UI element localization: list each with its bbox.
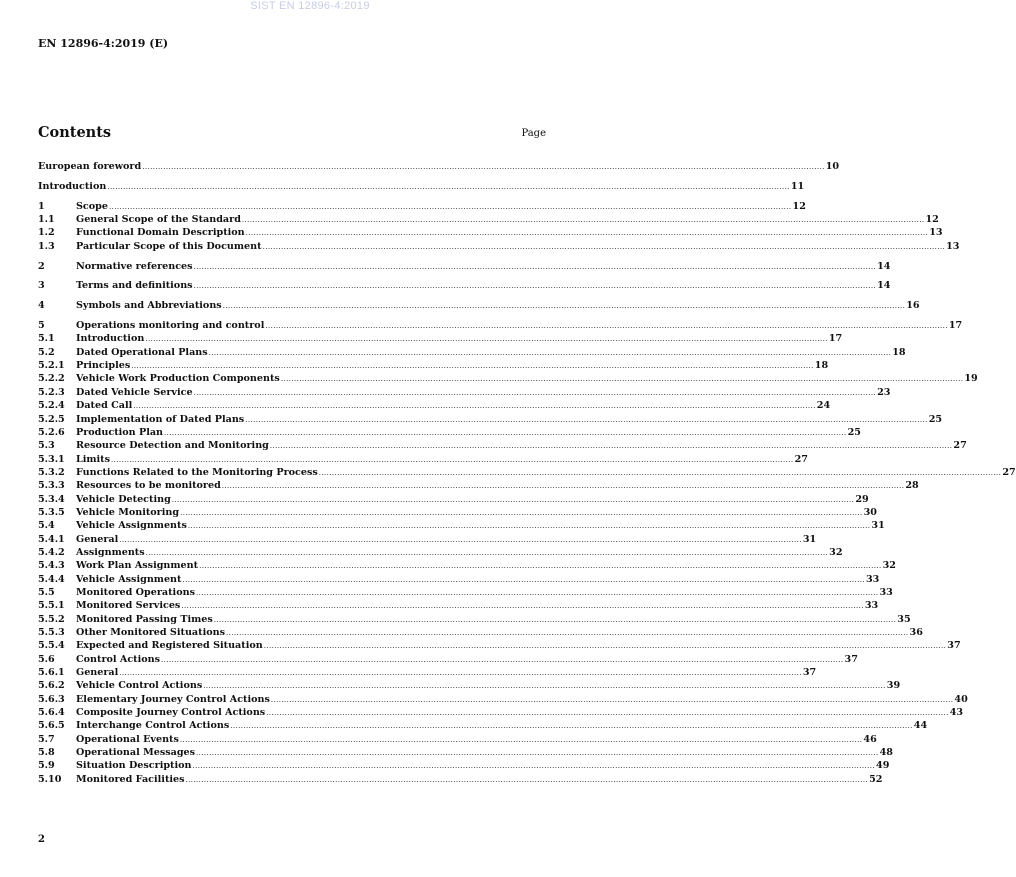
toc-dot-leader: .................................................................................................................................................................................................................................................................... bbox=[193, 388, 877, 397]
toc-entry-number: 5.4.2 bbox=[38, 546, 65, 558]
toc-entry-page: 32 bbox=[829, 546, 843, 558]
toc-entry-number: 1.3 bbox=[38, 240, 55, 252]
toc-dot-leader: .................................................................................................................................................................................................................................................................... bbox=[245, 229, 929, 238]
toc-entry-page: 18 bbox=[892, 346, 906, 358]
toc-dot-leader: .................................................................................................................................................................................................................................................................... bbox=[171, 495, 855, 504]
toc-dot-leader: .................................................................................................................................................................................................................................................................... bbox=[269, 442, 953, 451]
toc-entry-title: Implementation of Dated Plans bbox=[76, 413, 245, 425]
toc-entry-title: Vehicle Assignment bbox=[76, 573, 182, 585]
toc-entry-page: 33 bbox=[879, 586, 893, 598]
toc-entry-number: 5.5 bbox=[38, 586, 55, 598]
toc-entry-page: 27 bbox=[953, 440, 967, 452]
toc-dot-leader: .................................................................................................................................................................................................................................................................... bbox=[199, 562, 882, 571]
toc-entry-title: Situation Description bbox=[76, 760, 192, 772]
toc-entry-page: 37 bbox=[802, 667, 817, 679]
toc-entry-title: Composite Journey Control Actions bbox=[76, 707, 266, 719]
toc-entry-title: Operational Events bbox=[76, 733, 179, 745]
toc-entry-number: 5.2 bbox=[38, 346, 55, 358]
toc-entry-number: 2 bbox=[38, 260, 45, 272]
toc-entry-page: 27 bbox=[794, 453, 808, 465]
toc-entry[interactable] bbox=[38, 260, 891, 273]
toc-entry-number: 3 bbox=[38, 280, 45, 292]
toc-entry-title: Operations monitoring and control bbox=[76, 320, 265, 332]
toc-entry-title: Production Plan bbox=[76, 426, 164, 438]
toc-entry-number: 5.10 bbox=[38, 773, 62, 785]
toc-entry-title: Scope bbox=[76, 200, 108, 212]
toc-entry-page: 37 bbox=[844, 653, 858, 665]
toc-entry[interactable] bbox=[38, 679, 901, 692]
toc-entry[interactable] bbox=[38, 693, 968, 706]
toc-entry-page: 43 bbox=[949, 707, 964, 719]
page-number: 2 bbox=[38, 834, 45, 845]
toc-entry-title: Vehicle Control Actions bbox=[76, 680, 203, 692]
toc-entry-page: 12 bbox=[925, 214, 939, 226]
toc-dot-leader: .................................................................................................................................................................................................................................................................... bbox=[145, 548, 829, 557]
toc-dot-leader: .................................................................................................................................................................................................................................................................... bbox=[245, 415, 928, 424]
toc-entry-page: 17 bbox=[828, 333, 843, 345]
toc-entry[interactable] bbox=[38, 200, 806, 213]
toc-dot-leader: .................................................................................................................................................................................................................................................................... bbox=[221, 482, 905, 491]
toc-entry[interactable] bbox=[38, 706, 964, 719]
toc-entry-page: 35 bbox=[897, 613, 911, 625]
toc-entry[interactable] bbox=[38, 399, 831, 412]
toc-entry-number: 5.5.2 bbox=[38, 613, 65, 625]
toc-entry[interactable] bbox=[38, 586, 893, 599]
toc-entry[interactable] bbox=[38, 759, 890, 772]
toc-entry-page: 33 bbox=[865, 573, 880, 585]
toc-entry[interactable] bbox=[38, 466, 1016, 479]
toc-entry-title: Elementary Journey Control Actions bbox=[76, 693, 270, 705]
toc-entry[interactable] bbox=[38, 160, 840, 173]
toc-entry-page: 39 bbox=[886, 680, 901, 692]
toc-dot-leader: .................................................................................................................................................................................................................................................................... bbox=[119, 669, 802, 678]
toc-entry-number: 4 bbox=[38, 300, 45, 312]
toc-entry-title: Work Plan Assignment bbox=[76, 560, 199, 572]
toc-entry-number: 5.3.2 bbox=[38, 466, 65, 478]
toc-entry-title: Symbols and Abbreviations bbox=[76, 300, 222, 312]
toc-entry-page: 25 bbox=[847, 426, 861, 438]
toc-dot-leader: .................................................................................................................................................................................................................................................................... bbox=[179, 735, 863, 744]
toc-entry-title: Vehicle Assignments bbox=[76, 520, 187, 532]
toc-entry-title: Dated Operational Plans bbox=[76, 346, 208, 358]
toc-entry-number: 5.4.1 bbox=[38, 533, 65, 545]
toc-entry[interactable] bbox=[38, 519, 885, 532]
toc-entry[interactable] bbox=[38, 599, 879, 612]
toc-entry-page: 12 bbox=[792, 200, 806, 212]
toc-entry-title: Functional Domain Description bbox=[76, 227, 245, 239]
toc-entry-title: Assignments bbox=[76, 546, 145, 558]
toc-entry-page: 10 bbox=[825, 161, 840, 172]
toc-entry-page: 14 bbox=[877, 260, 891, 272]
toc-entry[interactable] bbox=[38, 319, 963, 332]
toc-entry-page: 27 bbox=[1002, 466, 1016, 478]
toc-entry-number: 5.3.3 bbox=[38, 480, 65, 492]
toc-entry[interactable] bbox=[38, 426, 861, 439]
toc-entry[interactable] bbox=[38, 719, 928, 732]
toc-entry-number: 1.1 bbox=[38, 214, 55, 226]
page-column-label: Page bbox=[521, 128, 546, 139]
toc-entry-title: General bbox=[76, 533, 119, 545]
toc-dot-leader: .................................................................................................................................................................................................................................................................... bbox=[180, 508, 863, 517]
toc-dot-leader: .................................................................................................................................................................................................................................................................... bbox=[119, 535, 802, 544]
toc-entry-page: 40 bbox=[954, 693, 968, 705]
toc-entry[interactable] bbox=[38, 213, 939, 226]
toc-entry-number: 5.2.6 bbox=[38, 426, 65, 438]
toc-entry-page: 32 bbox=[882, 560, 896, 572]
toc-dot-leader: .................................................................................................................................................................................................................................................................... bbox=[222, 302, 906, 311]
toc-entry-title: Monitored Operations bbox=[76, 586, 195, 598]
table-of-contents bbox=[38, 160, 1016, 786]
toc-entry-title: Control Actions bbox=[76, 653, 161, 665]
toc-entry-page: 18 bbox=[814, 360, 829, 372]
toc-dot-leader: .................................................................................................................................................................................................................................................................... bbox=[182, 575, 865, 584]
toc-entry-title: Principles bbox=[76, 360, 131, 372]
toc-dot-leader: .................................................................................................................................................................................................................................................................... bbox=[145, 335, 828, 344]
toc-entry-page: 31 bbox=[802, 533, 817, 545]
toc-entry-page: 17 bbox=[948, 320, 963, 332]
toc-entry[interactable] bbox=[38, 453, 808, 466]
toc-entry-page: 19 bbox=[964, 373, 978, 385]
toc-entry-page: 24 bbox=[816, 400, 831, 412]
toc-entry-number: 5.6 bbox=[38, 653, 55, 665]
toc-entry-title: Monitored Facilities bbox=[76, 773, 185, 785]
toc-entry-title: Terms and definitions bbox=[76, 280, 193, 292]
toc-entry-number: 5.7 bbox=[38, 733, 55, 745]
toc-dot-leader: .................................................................................................................................................................................................................................................................... bbox=[107, 182, 790, 191]
toc-entry-title: Vehicle Monitoring bbox=[76, 506, 180, 518]
toc-dot-leader: .................................................................................................................................................................................................................................................................... bbox=[225, 629, 909, 637]
toc-entry[interactable] bbox=[38, 439, 967, 452]
toc-entry-title: Dated Vehicle Service bbox=[76, 386, 193, 398]
toc-entry-page: 31 bbox=[871, 520, 885, 532]
toc-dot-leader: .................................................................................................................................................................................................................................................................... bbox=[193, 282, 877, 291]
toc-entry-number: 5.2.1 bbox=[38, 360, 65, 372]
toc-dot-leader: .................................................................................................................................................................................................................................................................... bbox=[193, 262, 877, 271]
toc-entry[interactable] bbox=[38, 359, 829, 372]
toc-entry-number: 5.2.3 bbox=[38, 386, 65, 398]
toc-entry[interactable] bbox=[38, 573, 880, 586]
toc-entry-title: Resource Detection and Monitoring bbox=[76, 440, 269, 452]
toc-entry-title: Limits bbox=[76, 453, 111, 465]
toc-entry-page: 30 bbox=[863, 506, 877, 518]
toc-entry-number: 5.6.5 bbox=[38, 720, 65, 732]
toc-entry-title: Dated Call bbox=[76, 400, 133, 412]
toc-entry-number: 1.2 bbox=[38, 227, 55, 239]
toc-dot-leader: .................................................................................................................................................................................................................................................................... bbox=[142, 163, 825, 171]
toc-dot-leader: .................................................................................................................................................................................................................................................................... bbox=[131, 362, 814, 371]
toc-entry[interactable] bbox=[38, 559, 896, 572]
toc-entry-title: Vehicle Work Production Components bbox=[76, 373, 280, 385]
toc-entry-page: 11 bbox=[790, 180, 805, 192]
toc-dot-leader: .................................................................................................................................................................................................................................................................... bbox=[133, 402, 816, 411]
toc-entry[interactable] bbox=[38, 386, 891, 399]
toc-entry-page: 49 bbox=[876, 760, 890, 772]
toc-entry-number: 5.2.4 bbox=[38, 400, 65, 412]
toc-entry-page: 48 bbox=[879, 747, 893, 759]
toc-entry[interactable] bbox=[38, 506, 877, 519]
toc-entry-page: 14 bbox=[877, 280, 891, 292]
toc-entry-title: Introduction bbox=[38, 180, 107, 192]
toc-entry-number: 5.4.4 bbox=[38, 573, 65, 585]
toc-entry-number: 5.3.4 bbox=[38, 493, 65, 505]
toc-entry-page: 16 bbox=[906, 300, 920, 312]
toc-entry[interactable] bbox=[38, 240, 960, 253]
toc-entry[interactable] bbox=[38, 773, 883, 786]
toc-entry-page: 37 bbox=[947, 640, 961, 652]
toc-entry-title: Operational Messages bbox=[76, 747, 196, 759]
toc-entry-number: 5.6.4 bbox=[38, 707, 65, 719]
toc-entry-number: 5.2.2 bbox=[38, 373, 65, 385]
toc-entry[interactable] bbox=[38, 180, 805, 193]
toc-entry-title: Other Monitored Situations bbox=[76, 627, 225, 638]
toc-dot-leader: .................................................................................................................................................................................................................................................................... bbox=[203, 682, 886, 691]
toc-dot-leader: .................................................................................................................................................................................................................................................................... bbox=[263, 642, 947, 651]
toc-entry[interactable] bbox=[38, 746, 893, 759]
toc-entry-title: Particular Scope of this Document bbox=[76, 240, 262, 252]
toc-entry-number: 5.4 bbox=[38, 520, 55, 532]
toc-entry-title: Monitored Services bbox=[76, 600, 181, 612]
toc-entry-page: 46 bbox=[863, 733, 877, 745]
toc-entry[interactable] bbox=[38, 493, 869, 506]
toc-entry-number: 5.3.5 bbox=[38, 506, 65, 518]
toc-dot-leader: .................................................................................................................................................................................................................................................................... bbox=[208, 348, 892, 357]
toc-entry[interactable] bbox=[38, 546, 843, 559]
toc-entry-number: 5.6.3 bbox=[38, 693, 65, 705]
contents-heading: Contents bbox=[38, 124, 112, 141]
toc-entry[interactable] bbox=[38, 613, 911, 626]
toc-dot-leader: .................................................................................................................................................................................................................................................................... bbox=[164, 428, 847, 437]
toc-entry-title: Introduction bbox=[76, 333, 145, 345]
toc-entry[interactable] bbox=[38, 639, 961, 652]
toc-entry-page: 52 bbox=[869, 773, 883, 785]
toc-entry-number: 5.2.5 bbox=[38, 413, 65, 425]
toc-dot-leader: .................................................................................................................................................................................................................................................................... bbox=[195, 588, 879, 597]
toc-entry-number: 5.8 bbox=[38, 747, 55, 759]
toc-dot-leader: .................................................................................................................................................................................................................................................................... bbox=[192, 762, 876, 771]
watermark: SIST EN 12896-4:2019 bbox=[250, 0, 370, 12]
toc-entry-number: 5.3.1 bbox=[38, 453, 65, 465]
toc-entry[interactable] bbox=[38, 413, 943, 426]
toc-entry-page: 13 bbox=[946, 240, 960, 252]
toc-entry-number: 5.1 bbox=[38, 333, 55, 345]
toc-entry[interactable] bbox=[38, 479, 919, 492]
toc-dot-leader: .................................................................................................................................................................................................................................................................... bbox=[187, 522, 871, 531]
toc-entry-title: Functions Related to the Monitoring Process bbox=[76, 466, 318, 478]
toc-entry-number: 5.5.4 bbox=[38, 640, 65, 652]
toc-dot-leader: .................................................................................................................................................................................................................................................................... bbox=[270, 695, 954, 704]
toc-entry-title: Vehicle Detecting bbox=[76, 493, 171, 505]
toc-dot-leader: .................................................................................................................................................................................................................................................................... bbox=[241, 216, 925, 225]
toc-entry[interactable] bbox=[38, 299, 920, 312]
toc-entry[interactable] bbox=[38, 372, 978, 385]
document-id: EN 12896-4:2019 (E) bbox=[38, 37, 169, 50]
toc-entry-number: 5.6.2 bbox=[38, 680, 65, 692]
toc-entry-page: 23 bbox=[877, 386, 891, 398]
toc-entry[interactable] bbox=[38, 733, 877, 746]
toc-entry-page: 28 bbox=[905, 480, 919, 492]
toc-entry[interactable] bbox=[38, 533, 817, 546]
toc-dot-leader: .................................................................................................................................................................................................................................................................... bbox=[196, 749, 879, 758]
toc-dot-leader: .................................................................................................................................................................................................................................................................... bbox=[266, 709, 949, 718]
toc-entry-number: 1 bbox=[38, 200, 45, 212]
toc-entry-title: European foreword bbox=[38, 161, 142, 172]
toc-dot-leader: .................................................................................................................................................................................................................................................................... bbox=[108, 202, 792, 211]
toc-entry-number: 5.4.3 bbox=[38, 560, 65, 572]
toc-entry[interactable] bbox=[38, 666, 817, 679]
toc-entry-title: Normative references bbox=[76, 260, 193, 272]
toc-entry[interactable] bbox=[38, 279, 891, 292]
toc-entry-number: 5.3 bbox=[38, 440, 55, 452]
toc-entry-page: 29 bbox=[855, 493, 869, 505]
toc-dot-leader: .................................................................................................................................................................................................................................................................... bbox=[230, 722, 913, 731]
toc-dot-leader: .................................................................................................................................................................................................................................................................... bbox=[262, 242, 946, 251]
toc-entry-page: 13 bbox=[929, 227, 943, 239]
toc-dot-leader: .................................................................................................................................................................................................................................................................... bbox=[111, 455, 794, 464]
toc-entry[interactable] bbox=[38, 332, 843, 345]
toc-entry-title: Expected and Registered Situation bbox=[76, 640, 263, 652]
toc-entry-page: 36 bbox=[909, 627, 923, 638]
toc-entry-title: Interchange Control Actions bbox=[76, 720, 230, 732]
toc-entry-title: General bbox=[76, 667, 119, 679]
toc-dot-leader: .................................................................................................................................................................................................................................................................... bbox=[280, 375, 964, 384]
toc-entry-page: 44 bbox=[913, 720, 928, 732]
toc-entry-title: Resources to be monitored bbox=[76, 480, 221, 492]
toc-entry-number: 5 bbox=[38, 320, 45, 332]
toc-entry-number: 5.6.1 bbox=[38, 667, 65, 679]
toc-entry-title: Monitored Passing Times bbox=[76, 613, 213, 625]
toc-dot-leader: .................................................................................................................................................................................................................................................................... bbox=[213, 615, 897, 624]
toc-dot-leader: .................................................................................................................................................................................................................................................................... bbox=[185, 775, 869, 784]
toc-entry[interactable] bbox=[38, 346, 906, 359]
toc-entry[interactable] bbox=[38, 626, 923, 639]
toc-entry[interactable] bbox=[38, 226, 943, 239]
toc-entry[interactable] bbox=[38, 653, 858, 666]
toc-dot-leader: .................................................................................................................................................................................................................................................................... bbox=[161, 655, 844, 664]
toc-dot-leader: .................................................................................................................................................................................................................................................................... bbox=[181, 602, 864, 611]
toc-dot-leader: .................................................................................................................................................................................................................................................................... bbox=[318, 468, 1002, 477]
toc-entry-title: General Scope of the Standard bbox=[76, 214, 241, 226]
toc-entry-number: 5.5.3 bbox=[38, 627, 65, 638]
toc-entry-page: 25 bbox=[928, 413, 943, 425]
toc-dot-leader: .................................................................................................................................................................................................................................................................... bbox=[265, 322, 948, 331]
toc-entry-page: 33 bbox=[864, 600, 879, 612]
toc-entry-number: 5.9 bbox=[38, 760, 55, 772]
toc-entry-number: 5.5.1 bbox=[38, 600, 65, 612]
